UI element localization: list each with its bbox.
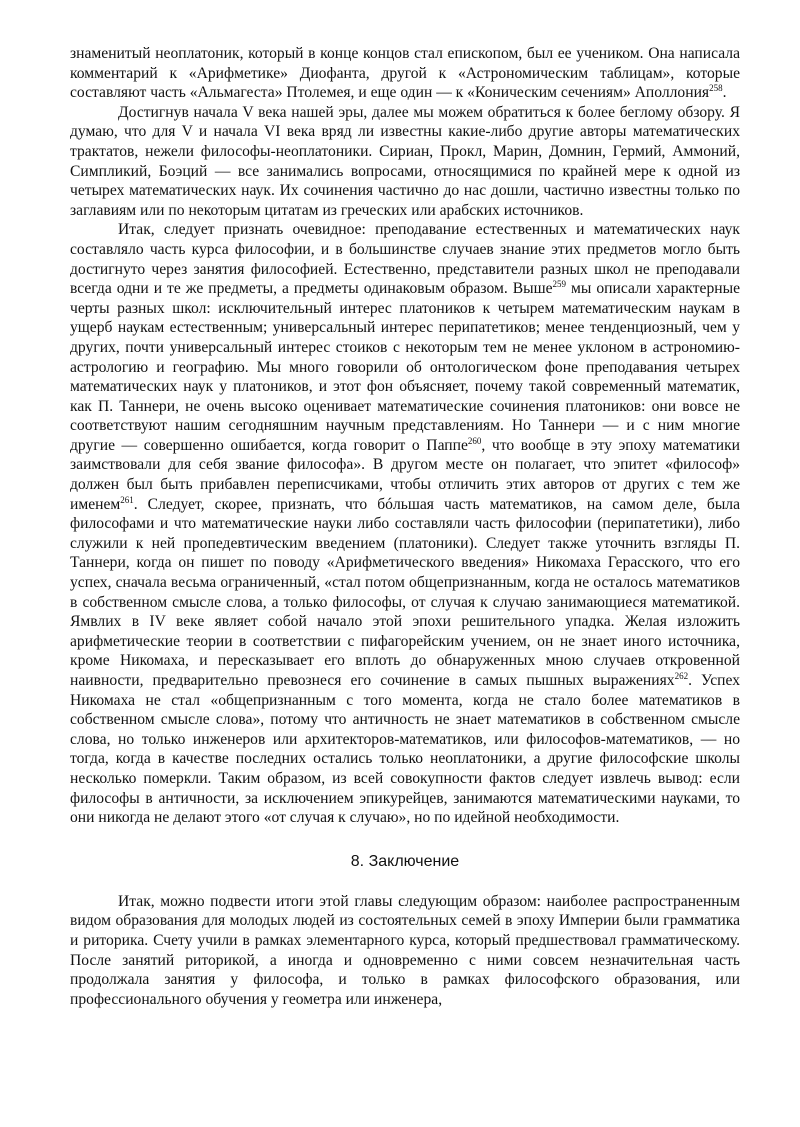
paragraph-text: Итак, следует признать очевидное: преподавание естественных и математических наук составляло часть курса философии, и в большинстве случаев знание этих предметов могло быть достигнуто через занятия философией. Естественно, представители разных школ не преподавали всегда одни и те же предметы, а предметы одинаковым образом. Выше — [70, 221, 740, 298]
paragraph-text: , что вообще в эту эпоху математики заимствовали для себя звание философа». В другом месте он полагает, что эпитет «философ» должен был быть прибавлен переписчиками, чтобы отличить этих авторов от других с тем же именем — [70, 436, 740, 513]
paragraph-text: Достигнув начала V века нашей эры, далее мы можем обратиться к более беглому обзору. Я думаю, что для V и начала VI века вряд ли известны какие-либо другие авторы математических трактатов, нежели философы-неоплатоники. Сириан, Прокл, Марин, Домнин, Гермий, Аммоний, Симпликий, Боэций — все занимались вопросами, относящимися по крайней мере к одной из четырех математических наук. Их сочинения частично до нас дошли, частично известны только по заглавиям или по некоторым цитатам из греческих или арабских источников. — [70, 103, 740, 219]
paragraph-text: . — [722, 84, 727, 102]
document-page — [70, 44, 740, 1009]
paragraph-text: . Следует, скорее, признать, что бóльшая часть математиков, на самом деле, была философами и что математические науки либо составляли часть философии (перипатетики), либо служили к ней пропедевтическим введением (платоники). Следует также уточнить взгляды П. Таннери, когда он пишет по поводу «Арифметического введения» Никомаха Герасского, что его успех, сначала весьма ограниченный, «стал потом общепризнанным, когда не осталось математиков в собственном смысле слова, а только философы, от случая к случаю занимающиеся математикой. Ямвлих в IV веке являет собой начало этой эпохи решительного упадка. Желая изложить арифметические теории в соответствии с пифагорейским учением, он не знает иного источника, кроме Никомаха, и пересказывает его вплоть до обнаруженных мною случаев откровенной наивности, предварительно превознеся его сочинение в самых пышных выражениях — [70, 495, 740, 689]
paragraph-text: знаменитый неоплатоник, который в конце концов стал епископом, был ее учеником. Она написала комментарий к «Арифметике» Диофанта, другой к «Астрономическим таблицам», которые составляют часть «Альмагеста» Птолемея, и еще один — к «Коническим сечениям» Аполлония — [70, 45, 740, 102]
footnote-ref: 260 — [467, 435, 482, 446]
footnote-ref: 258 — [709, 83, 723, 94]
section-heading: 8. Заключение — [350, 852, 460, 870]
paragraph — [70, 220, 740, 827]
paragraph — [70, 44, 740, 103]
footnote-ref: 262 — [674, 671, 689, 681]
paragraph-text: . Успех Никомаха не стал «общепризнанным с того момента, когда не стало более математиков в собственном смысле слова», потому что античность не знает математиков в собственном смысле слова, но только инженеров или архитекторов-математиков, или философов-математиков, — но тогда, когда в качестве последних остались только неоплатоники, а другие философские школы несколько померкли. Таким образом, из всей совокупности фактов следует извлечь вывод: если философы в античности, за исключением эпикурейцев, занимаются математическими науками, то они никогда не делают этого «от случая к случаю», но по идейной необходимости. — [70, 672, 740, 827]
footnote-ref: 261 — [120, 494, 134, 505]
footnote-ref: 259 — [552, 279, 567, 290]
body-text — [70, 44, 740, 828]
paragraph-text: мы описали характерные черты разных школ: исключительный интерес платоников к четырем математическим наукам в ущерб наукам естественным; универсальный интерес перипатетиков; менее тенденциозный, чем у других, почти универсальный интерес стоиков с некоторым тем не менее уклоном в астрономию-астрологию и географию. Мы много говорили об онтологическом фоне преподавания четырех математических наук у платоников, и этот фон объясняет, почему такой современный математик, как П. Таннери, не очень высоко оценивает математические сочинения платоников: они вовсе не соответствуют нашим сегодняшним научным представлениям. Но Таннери — и с ним многие другие — совершенно ошибается, когда говорит о Паппе — [70, 280, 740, 454]
paragraph — [70, 103, 740, 221]
final-paragraph: Итак, можно подвести итоги этой главы следующим образом: наиболее распространенным видом образования для молодых людей из состоятельных семей в эпоху Империи были грамматика и риторика. Счету учили в рамках элементарного курса, который предшествовал грамматическому. После занятий риторикой, а иногда и одновременно с ними совсем незначительная часть продолжала занятия у философа, и только в рамках философского образования, или профессионального обучения у геометра или инженера, — [70, 892, 740, 1008]
